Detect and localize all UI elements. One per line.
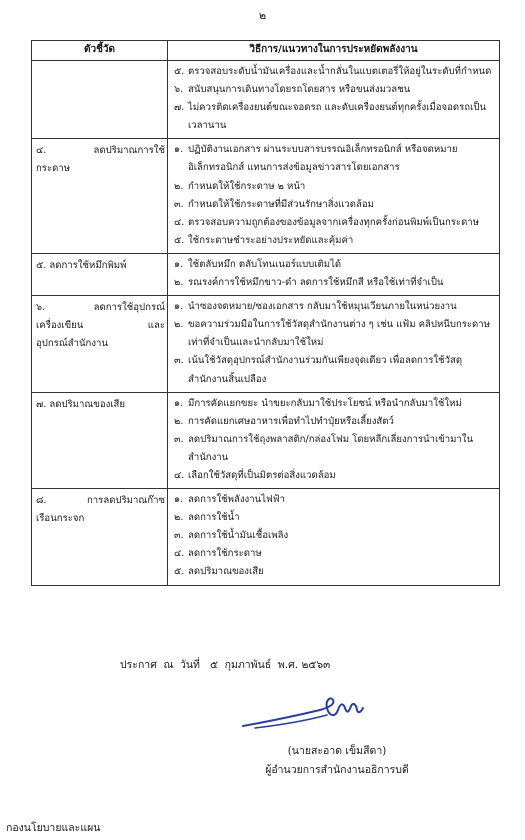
method-text: ลดปริมาณการใช้ถุงพลาสติก/กล่องโฟม โดยหลีกเลี่ยงการนำเข้ามาในสำนักงาน (188, 433, 474, 463)
method-text: กำหนดให้ใช้กระดาษที่มีส่วนรักษาสิ่งแวดล้อม (188, 198, 374, 210)
indicator-cell (32, 392, 168, 488)
method-number: ๒. (174, 415, 184, 427)
method-number: ๒. (174, 180, 184, 192)
department-footer: กองนโยบายและแผน (6, 822, 101, 834)
method-text: ใช้กระดาษชำระอย่างประหยัดและคุ้มค่า (188, 234, 354, 246)
method-item (174, 467, 496, 485)
method-text: ตรวจสอบระดับน้ำมันเครื่องและน้ำกลั่นในแบตเตอรี่ให้อยู่ในระดับที่กำหนด (188, 66, 492, 77)
method-text: ลดปริมาณของเสีย (188, 566, 264, 578)
method-item (174, 413, 496, 431)
method-number: ๑. (174, 494, 184, 506)
method-item (174, 298, 496, 316)
energy-saving-table (31, 40, 500, 586)
method-item (174, 141, 496, 177)
method-text: ตรวจสอบความถูกต้องของข้อมูลจากเครื่องทุกครั้งก่อนพิมพ์เป็นกระดาษ (188, 216, 480, 228)
table-row (32, 392, 500, 488)
method-item (174, 99, 496, 135)
signer-title: ผู้อำนวยการสำนักงานอธิการบดี (265, 764, 409, 776)
methods-cell (168, 253, 500, 295)
indicator-cell (32, 296, 168, 392)
table-header-row (32, 41, 500, 61)
method-text: สนับสนุนการเดินทางโดยรถโดยสาร หรือขนส่งมวลชน (188, 84, 411, 96)
method-number: ๒. (174, 319, 184, 331)
method-item (174, 509, 496, 527)
page-number: ๒ (258, 9, 267, 22)
methods-cell (168, 139, 500, 254)
method-number: ๓. (174, 355, 184, 367)
signature (235, 688, 375, 738)
method-item (174, 214, 496, 232)
method-text: เลือกใช้วัสดุที่เป็นมิตรต่อสิ่งแวดล้อม (188, 469, 336, 481)
method-item (174, 431, 496, 467)
indicator-cell (32, 139, 168, 254)
method-text: ปฏิบัติงานเอกสาร ผ่านระบบสารบรรณอิเล็กทรอนิกส์ หรือจดหมายอิเล็กทรอนิกส์ แทนการส่งข้อมูลข่าวสารโดยเอกสาร (188, 144, 458, 174)
indicator-label (32, 61, 167, 64)
method-number: ๒. (174, 277, 184, 289)
table-row (32, 61, 500, 139)
method-number: ๕. (174, 566, 185, 578)
method-number: ๔. (174, 548, 185, 560)
indicator-cell (32, 61, 168, 139)
method-text: รณรงค์การใช้หมึกขาว-ดำ ลดการใช้หมึกสี หรือใช้เท่าที่จำเป็น (188, 277, 444, 289)
signature-stroke (243, 698, 363, 726)
method-number: ๑. (174, 258, 184, 270)
method-text: ขอความร่วมมือในการใช้วัสดุสำนักงานต่าง ๆ เช่น แฟ้ม คลิปหนีบกระดาษ เท่าที่จำเป็นและนำกลับมาใช้ใหม่ (188, 319, 491, 349)
method-item (174, 256, 496, 274)
method-number: ๑. (174, 144, 184, 156)
method-number: ๗. (174, 102, 185, 114)
method-text: ลดการใช้พลังงานไฟฟ้า (188, 494, 285, 506)
method-item (174, 563, 496, 581)
method-number: ๔. (174, 469, 185, 481)
method-item (174, 196, 496, 214)
method-item (174, 178, 496, 196)
method-item (174, 81, 496, 99)
indicator-label: ๗. ลดปริมาณของเสีย (36, 398, 126, 410)
method-number: ๑. (174, 397, 184, 409)
method-item (174, 395, 496, 413)
method-text: ลดการใช้น้ำ (188, 512, 240, 524)
method-item (174, 491, 496, 509)
methods-cell (168, 392, 500, 488)
method-text: มีการคัดแยกขยะ นำขยะกลับมาใช้ประโยชน์ หรือนำกลับมาใช้ใหม่ (188, 397, 462, 409)
method-item (174, 232, 496, 250)
indicator-label: ๕. ลดการใช้หมึกพิมพ์ (36, 259, 127, 271)
signer-name: (นายสะอาด เข็มสีดา) (287, 745, 387, 757)
method-number: ๒. (174, 512, 184, 524)
method-number: ๑. (174, 301, 184, 313)
method-text: ไม่ควรติดเครื่องยนต์ขณะจอดรถ และดับเครื่องยนต์ทุกครั้งเมื่อจอดรถเป็นเวลานาน (188, 102, 487, 132)
method-number: ๖. (174, 84, 184, 96)
method-number: ๓. (174, 433, 184, 445)
method-text: ลดการใช้กระดาษ (188, 548, 262, 560)
table-row (32, 139, 500, 254)
method-item (174, 63, 496, 81)
indicator-column-header: ตัวชี้วัด (32, 41, 168, 61)
table-row (32, 253, 500, 295)
method-text: ลดการใช้น้ำมันเชื้อเพลิง (188, 530, 289, 542)
method-number: ๕. (174, 234, 185, 246)
method-number: ๓. (174, 198, 184, 210)
method-item (174, 316, 496, 352)
method-text: ใช้ตลับหมึก ตลับโทนเนอร์แบบเติมได้ (188, 258, 342, 270)
method-number: ๔. (174, 216, 185, 228)
methods-cell (168, 296, 500, 392)
method-item (174, 527, 496, 545)
method-text: กำหนดให้ใช้กระดาษ ๒ หน้า (188, 180, 306, 192)
methods-cell (168, 489, 500, 585)
method-item (174, 545, 496, 563)
method-text: นำซองจดหมาย/ซองเอกสาร กลับมาใช้หมุนเวียนภายในหน่วยงาน (188, 301, 457, 313)
announcement-date: ประกาศ ณ วันที่ ๕ กุมภาพันธ์ พ.ศ. ๒๕๖๓ (120, 659, 331, 671)
method-text: เน้นใช้วัสดุอุปกรณ์สำนักงานร่วมกันเพียงจุดเดียว เพื่อลดการใช้วัสดุสำนักงานสิ้นเปลือง (188, 355, 463, 385)
indicator-label: ๘. การลดปริมาณก๊าซ เรือนกระจก (36, 495, 165, 525)
method-item (174, 274, 496, 292)
indicator-cell (32, 253, 168, 295)
methods-cell (168, 61, 500, 139)
indicator-cell (32, 489, 168, 585)
table-row (32, 296, 500, 392)
methods-column-header: วิธีการ/แนวทางในการประหยัดพลังงาน (168, 41, 500, 61)
indicator-label: ๔. ลดปริมาณการใช้ กระดาษ (36, 145, 165, 175)
indicator-label: ๖. ลดการใช้อุปกรณ์ เครื่องเขียน และ อุปกรณ์สำนักงาน (36, 302, 165, 350)
method-text: การคัดแยกเศษอาหารเพื่อทำไปทำปุ๋ยหรือเลี้ยงสัตว์ (188, 415, 394, 427)
method-number: ๕. (174, 66, 185, 77)
method-number: ๓. (174, 530, 184, 542)
method-item (174, 352, 496, 388)
table-row (32, 489, 500, 585)
